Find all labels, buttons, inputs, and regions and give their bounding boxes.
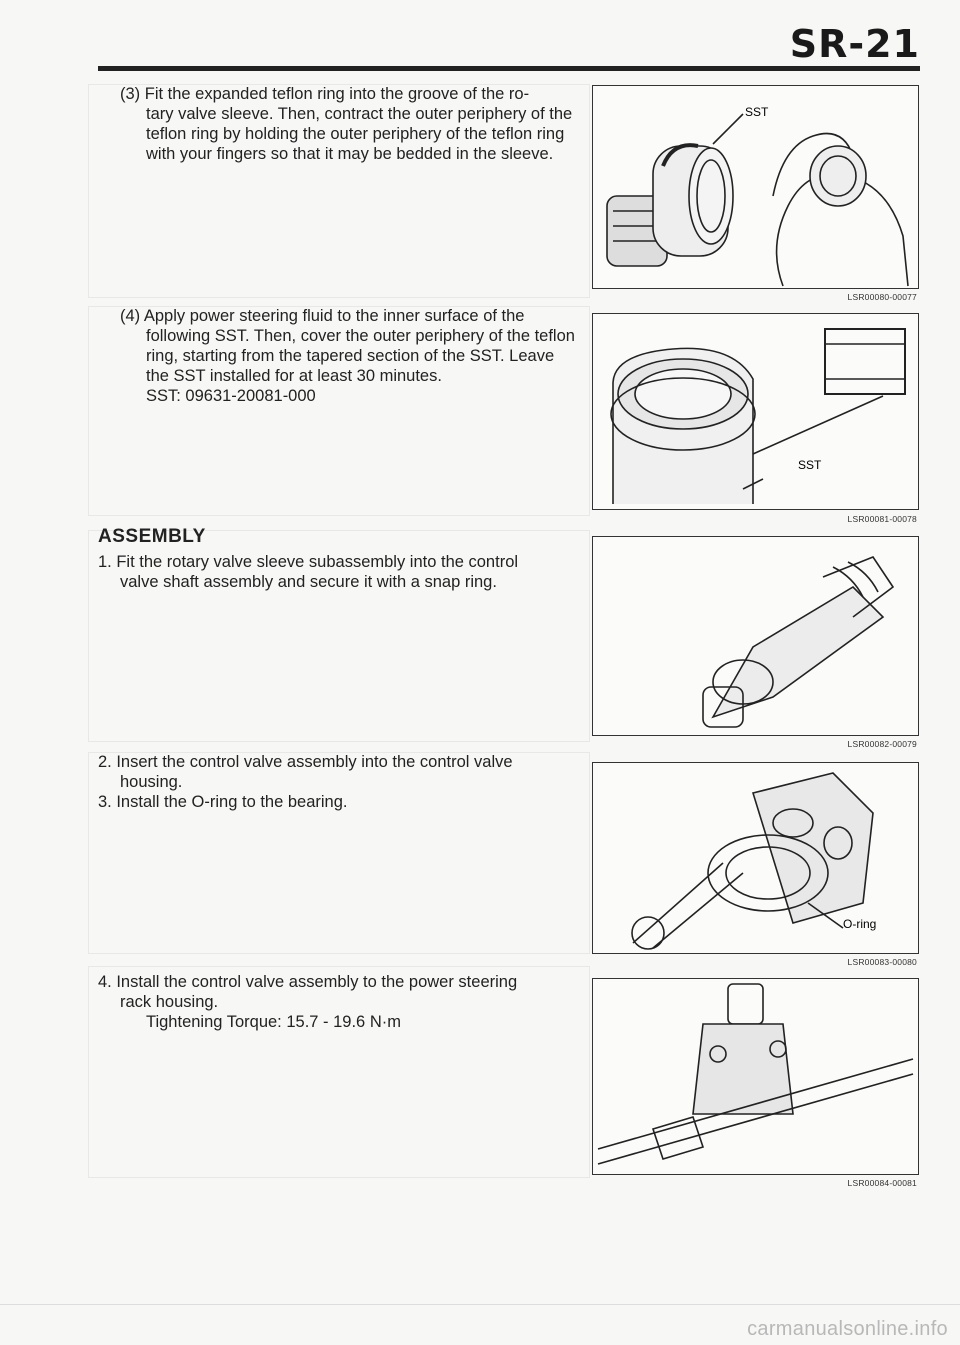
header-rule <box>98 66 920 71</box>
valve-sleeve-illustration <box>593 537 918 735</box>
step-4-line1: (4) Apply power steering fluid to the inner surface of the <box>120 307 525 325</box>
footer-rule <box>0 1304 960 1305</box>
page-number: SR-21 <box>789 22 920 66</box>
assembly-item-2 <box>98 752 576 812</box>
fig1-code: LSR00080-00077 <box>847 292 917 302</box>
tightening-torque: Tightening Torque: 15.7 - 19.6 N·m <box>146 1013 401 1031</box>
assembly-item-2-body: housing. <box>120 773 183 791</box>
watermark: carmanualsonline.info <box>747 1318 948 1340</box>
assembly-item-1-line1: 1. Fit the rotary valve sleeve subassembly into the control <box>98 553 519 571</box>
fig4-code: LSR00083-00080 <box>847 957 917 967</box>
step-4 <box>98 306 576 406</box>
step-3-line1: (3) Fit the expanded teflon ring into the groove of the ro- <box>120 85 530 103</box>
assembly-item-1 <box>98 552 576 592</box>
step-3-body: tary valve sleeve. Then, contract the outer periphery of the teflon ring by holding the outer periphery of the teflon ring with your fingers so that it may be bedded in the sleeve. <box>146 105 573 163</box>
fig2-code: LSR00081-00078 <box>847 514 917 524</box>
figure-sst-install <box>592 313 919 510</box>
assembly-item-1-body: valve shaft assembly and secure it with a snap ring. <box>120 573 497 591</box>
figure-rack-housing <box>592 978 919 1175</box>
sst-illustration <box>593 314 918 509</box>
fig3-code: LSR00082-00079 <box>847 739 917 749</box>
fig1-sst-label: SST <box>745 105 769 119</box>
assembly-item-2-line1: 2. Insert the control valve assembly into the control valve <box>98 753 513 771</box>
figure-o-ring-bearing <box>592 762 919 954</box>
fig4-o-ring-label: O-ring <box>843 917 877 931</box>
fig5-code: LSR00084-00081 <box>847 1178 917 1188</box>
o-ring-illustration <box>593 763 918 953</box>
assembly-item-4-line1: 4. Install the control valve assembly to the power steering <box>98 973 518 991</box>
assembly-item-3-line1: 3. Install the O-ring to the bearing. <box>98 793 348 811</box>
step-4-sst: SST: 09631-20081-000 <box>146 387 316 405</box>
fig2-sst-label: SST <box>798 458 822 472</box>
figure-valve-sleeve <box>592 536 919 736</box>
figure-teflon-ring-fitting <box>592 85 919 289</box>
assembly-item-4-body: rack housing. <box>120 993 219 1011</box>
assembly-item-4 <box>98 972 576 1032</box>
step-3 <box>98 84 576 164</box>
step-4-body: following SST. Then, cover the outer periphery of the teflon ring, starting from the tapered section of the SST. Leave the SST installed for at least 30 minutes. <box>146 327 575 385</box>
rack-housing-illustration <box>593 979 918 1174</box>
teflon-ring-illustration <box>593 86 918 288</box>
section-heading-assembly: ASSEMBLY <box>98 526 206 547</box>
